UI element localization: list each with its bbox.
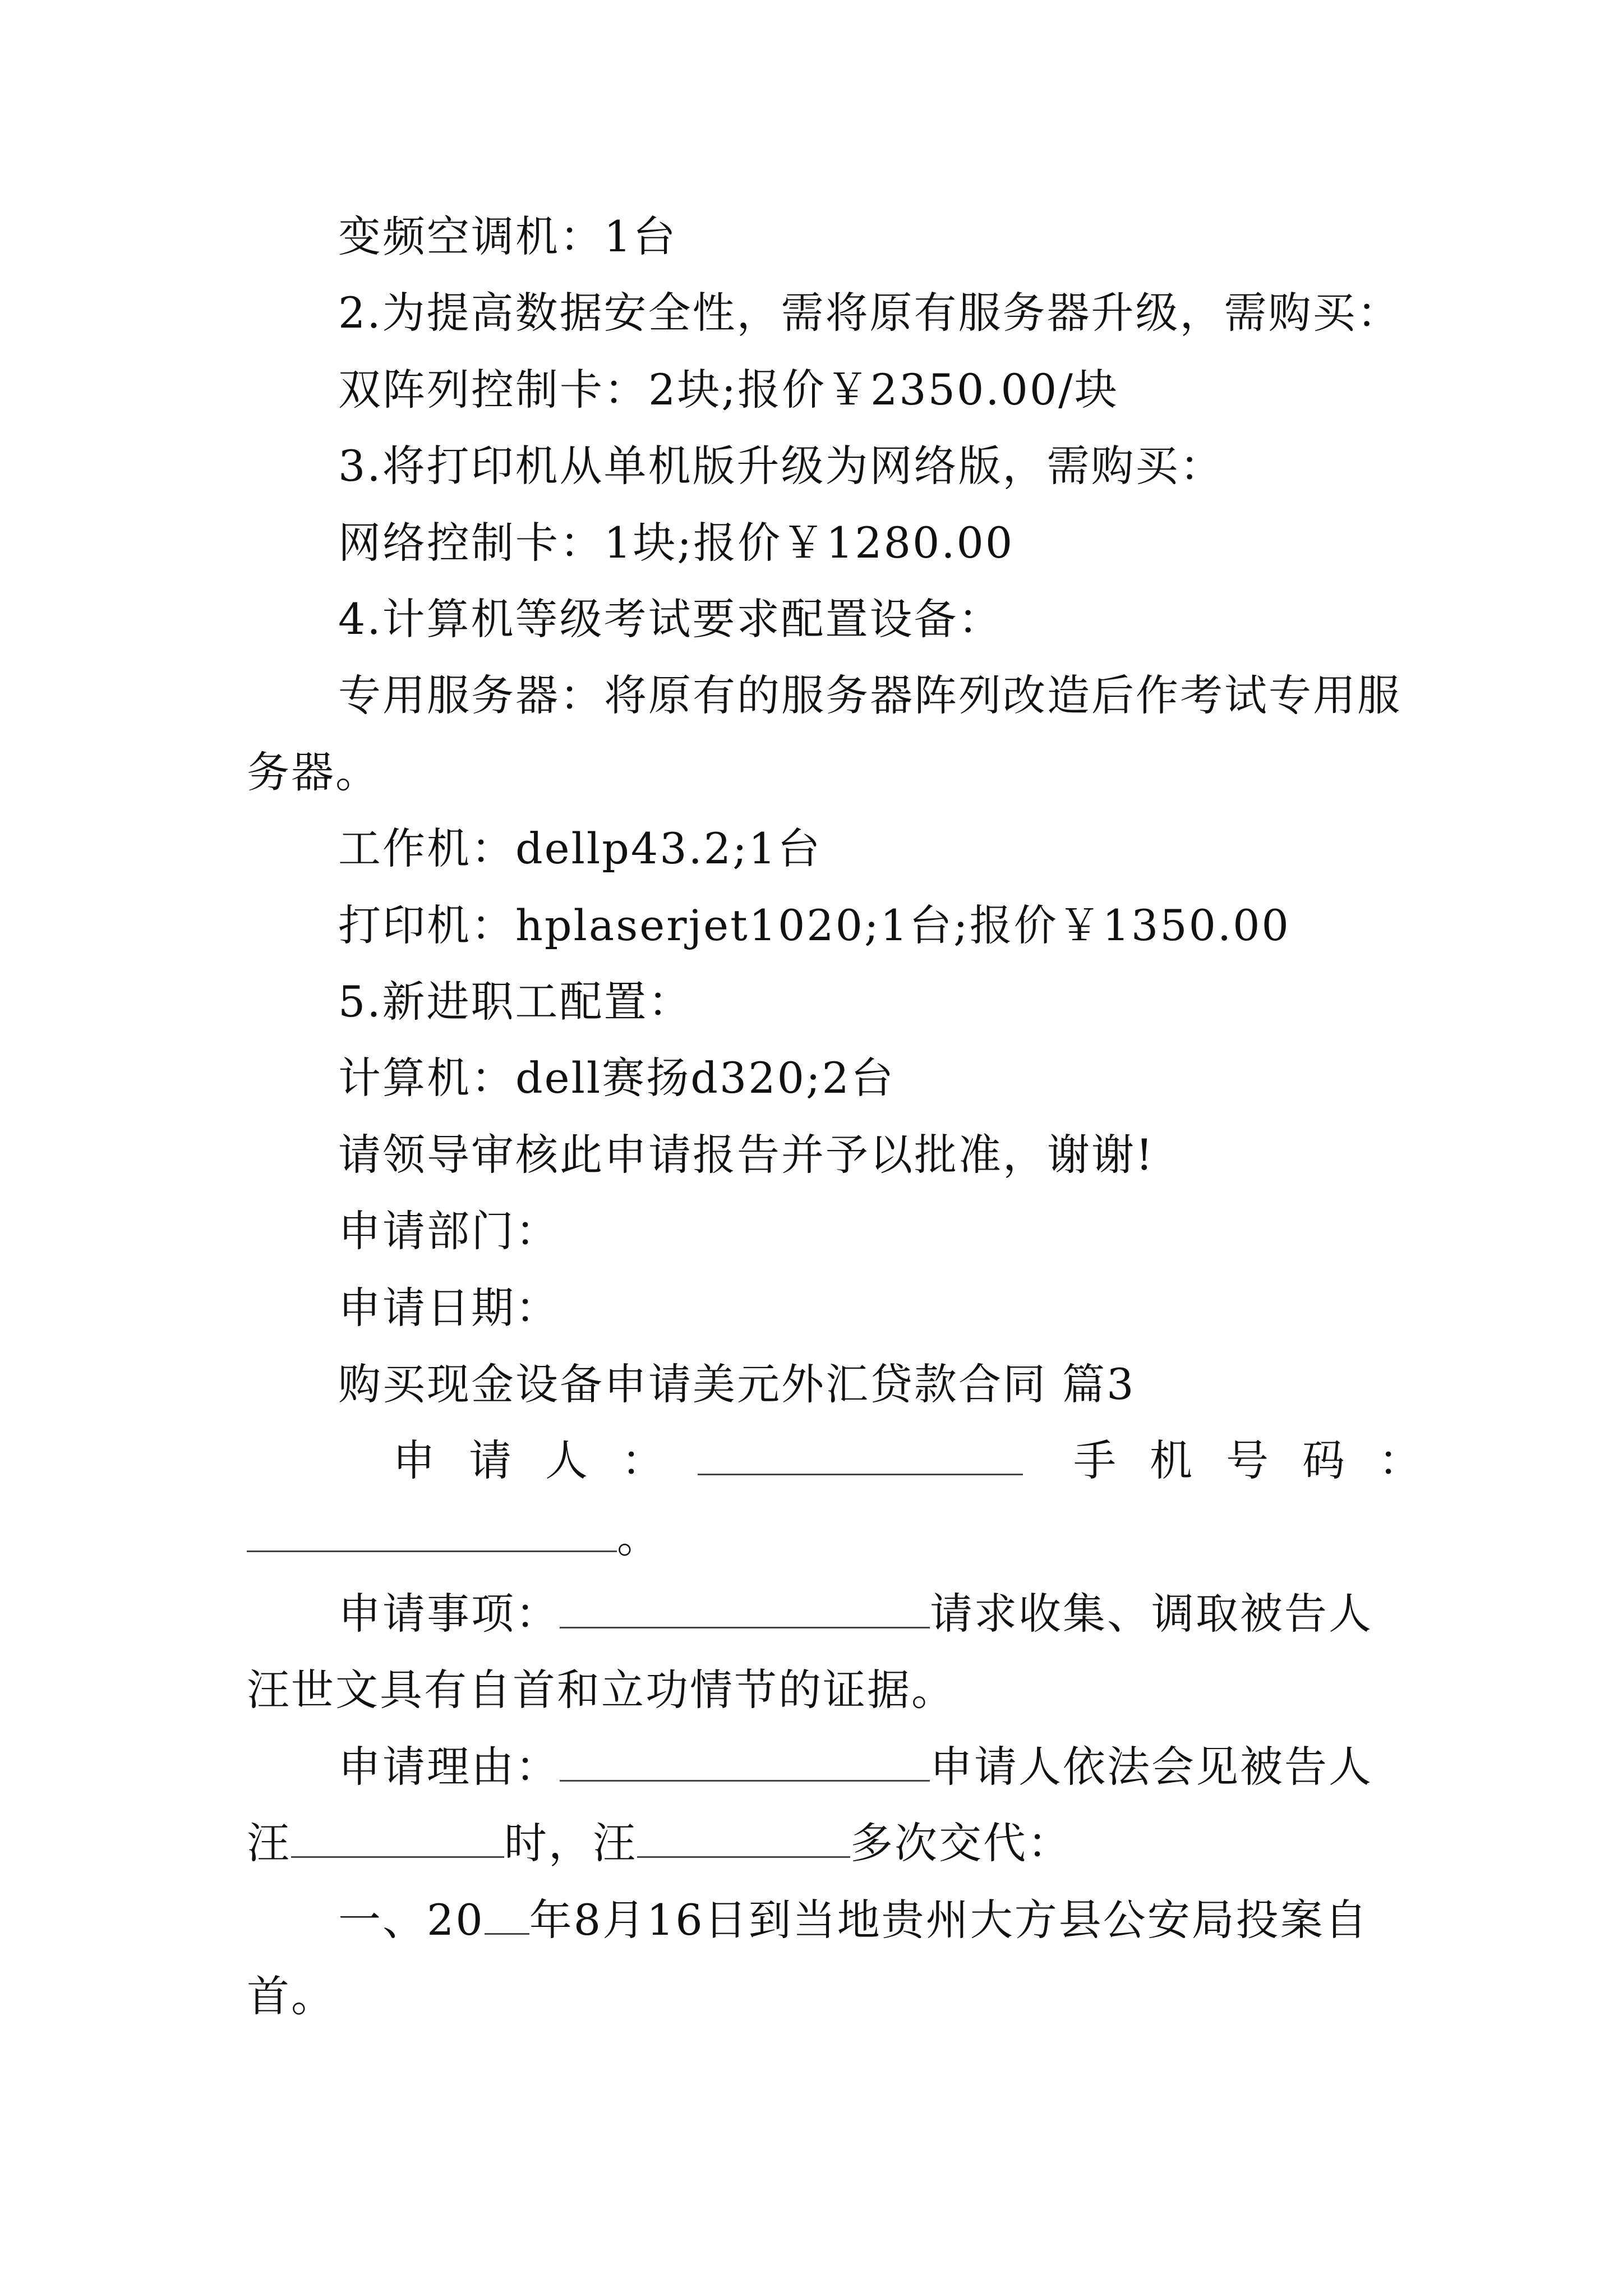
- reason-blank: [560, 1741, 930, 1782]
- reason-text-1: 申请人依法会见被告人: [930, 1742, 1373, 1792]
- text-line-request-approval: 请领导审核此申请报告并予以批准，谢谢!: [338, 1130, 1155, 1180]
- text-line-ac: 变频空调机：1台: [338, 211, 677, 261]
- matter-label: 申请事项：: [338, 1589, 560, 1639]
- reason-blank-3: [637, 1817, 850, 1858]
- text-line-item4: 4.计算机等级考试要求配置设备：: [338, 594, 1003, 644]
- matter-blank: [560, 1588, 930, 1628]
- item1-c: 首。: [247, 1971, 335, 2021]
- text-line-workstation: 工作机：dellp43.2;1台: [338, 823, 822, 873]
- item1-a: 一、20: [338, 1895, 485, 1945]
- text-line-item2: 2.为提高数据安全性，需将原有服务器升级，需购买：: [338, 288, 1401, 338]
- matter-text-2: 汪世文具有自首和立功情节的证据。: [247, 1665, 956, 1715]
- matter-row: [338, 1586, 1373, 1642]
- matter-text-1: 请求收集、调取被告人: [930, 1589, 1373, 1639]
- period: 。: [617, 1512, 661, 1562]
- text-line-computer: 计算机：dell赛扬d320;2台: [338, 1053, 895, 1103]
- text-line-dept: 申请部门：: [338, 1206, 560, 1256]
- item1-row: [338, 1892, 1369, 1948]
- item1-b: 年8月16日到当地贵州大方县公安局投案自: [529, 1895, 1369, 1945]
- reason-label: 申请理由：: [338, 1742, 560, 1792]
- text-line-item3: 3.将打印机从单机版升级为网络版，需购买：: [338, 441, 1224, 491]
- reason-row: [338, 1739, 1373, 1795]
- section-title: 购买现金设备申请美元外汇贷款合同 篇3: [338, 1359, 1136, 1409]
- reason-confess: 多次交代：: [850, 1818, 1072, 1868]
- text-line-date: 申请日期：: [338, 1283, 560, 1333]
- text-line-item5: 5.新进职工配置：: [338, 977, 693, 1027]
- applicant-label: 申请人：: [393, 1435, 698, 1485]
- reason-wang-1: 汪: [247, 1818, 291, 1868]
- text-line-dedicated-server: 专用服务器：将原有的服务器阵列改造后作考试专用服: [338, 670, 1401, 720]
- item1-blank: [485, 1894, 529, 1935]
- text-line-network-card: 网络控制卡：1块;报价￥1280.00: [338, 518, 1015, 568]
- reason-time: 时，汪: [504, 1818, 637, 1868]
- phone-blank: [247, 1511, 617, 1552]
- text-line-printer: 打印机：hplaserjet1020;1台;报价￥1350.00: [338, 900, 1290, 950]
- text-line-dedicated-server-cont: 务器。: [247, 747, 380, 797]
- text-line-dual-array-card: 双阵列控制卡：2块;报价￥2350.00/块: [338, 365, 1119, 415]
- phone-label: 手机号码：: [1073, 1435, 1455, 1485]
- phone-row-cont: [247, 1510, 661, 1566]
- applicant-blank: [698, 1434, 1023, 1475]
- applicant-row: [393, 1433, 1455, 1489]
- reason-row-cont: [247, 1815, 1072, 1871]
- reason-blank-2: [291, 1817, 504, 1858]
